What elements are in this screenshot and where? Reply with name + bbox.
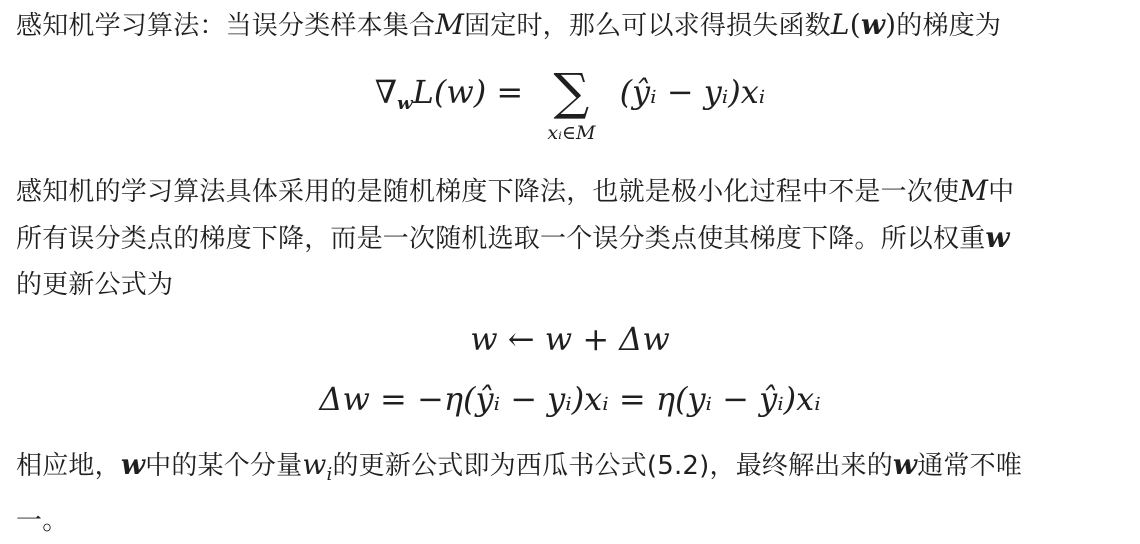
math-paren-close: ) xyxy=(885,8,897,41)
paragraph-gradient-intro xyxy=(16,2,1124,49)
paragraph-sgd-description xyxy=(16,168,1124,308)
math-symbol-w-bold: w xyxy=(120,448,146,481)
text-segment: 中 xyxy=(988,177,1015,207)
text-segment: 相应地， xyxy=(16,451,121,481)
equation-lhs xyxy=(375,64,523,132)
equals-sign: = xyxy=(496,73,524,111)
math-symbol-w-bold: w xyxy=(860,8,886,41)
math-symbol-L: L xyxy=(830,8,850,41)
summation-sign: ∑ xyxy=(553,63,590,121)
nabla-symbol: ∇ xyxy=(374,73,398,111)
summation xyxy=(541,64,601,144)
equation-delta-w: Δw = −η(ŷᵢ − yᵢ)xᵢ = η(yᵢ − ŷᵢ)xᵢ xyxy=(319,380,821,418)
text-segment: 感知机的学习算法具体采用的是随机梯度下降法，也就是极小化过程中不是一次使 xyxy=(16,177,960,207)
text-segment: 通常不唯 xyxy=(917,451,1023,481)
equation-gradient xyxy=(0,64,1140,154)
equation-weight-update: w ← w + Δw xyxy=(470,320,670,358)
math-symbol-w-bold: w xyxy=(985,221,1010,254)
text-segment: 的梯度为 xyxy=(896,11,1002,41)
math-symbol-wi: w xyxy=(302,448,327,481)
math-symbol-M: M xyxy=(959,174,989,207)
lhs-expression: L(w) xyxy=(412,73,487,111)
equation-rhs: (ŷᵢ − yᵢ)xᵢ xyxy=(619,73,766,111)
text-segment: 一。 xyxy=(16,506,69,536)
nabla-subscript: w xyxy=(397,93,413,114)
text-segment: 的更新公式为 xyxy=(16,270,174,300)
text-segment: 感知机学习算法：当误分类样本集合 xyxy=(16,11,436,41)
paragraph-component-update xyxy=(16,442,1124,544)
text-segment: 所有误分类点的梯度下降，而是一次随机选取一个误分类点使其梯度下降。所以权重 xyxy=(16,224,986,254)
text-segment: 固定时，那么可以求得损失函数 xyxy=(464,11,831,41)
text-segment: 中的某个分量 xyxy=(145,451,303,481)
math-symbol-M: M xyxy=(435,8,465,41)
math-paren-open: ( xyxy=(849,8,861,41)
text-segment: 的更新公式即为西瓜书公式(5.2)，最终解出来的 xyxy=(332,451,893,481)
math-subscript-i: i xyxy=(326,464,333,485)
summation-index: xᵢ∈M xyxy=(547,122,596,144)
math-symbol-w-bold: w xyxy=(892,448,918,481)
